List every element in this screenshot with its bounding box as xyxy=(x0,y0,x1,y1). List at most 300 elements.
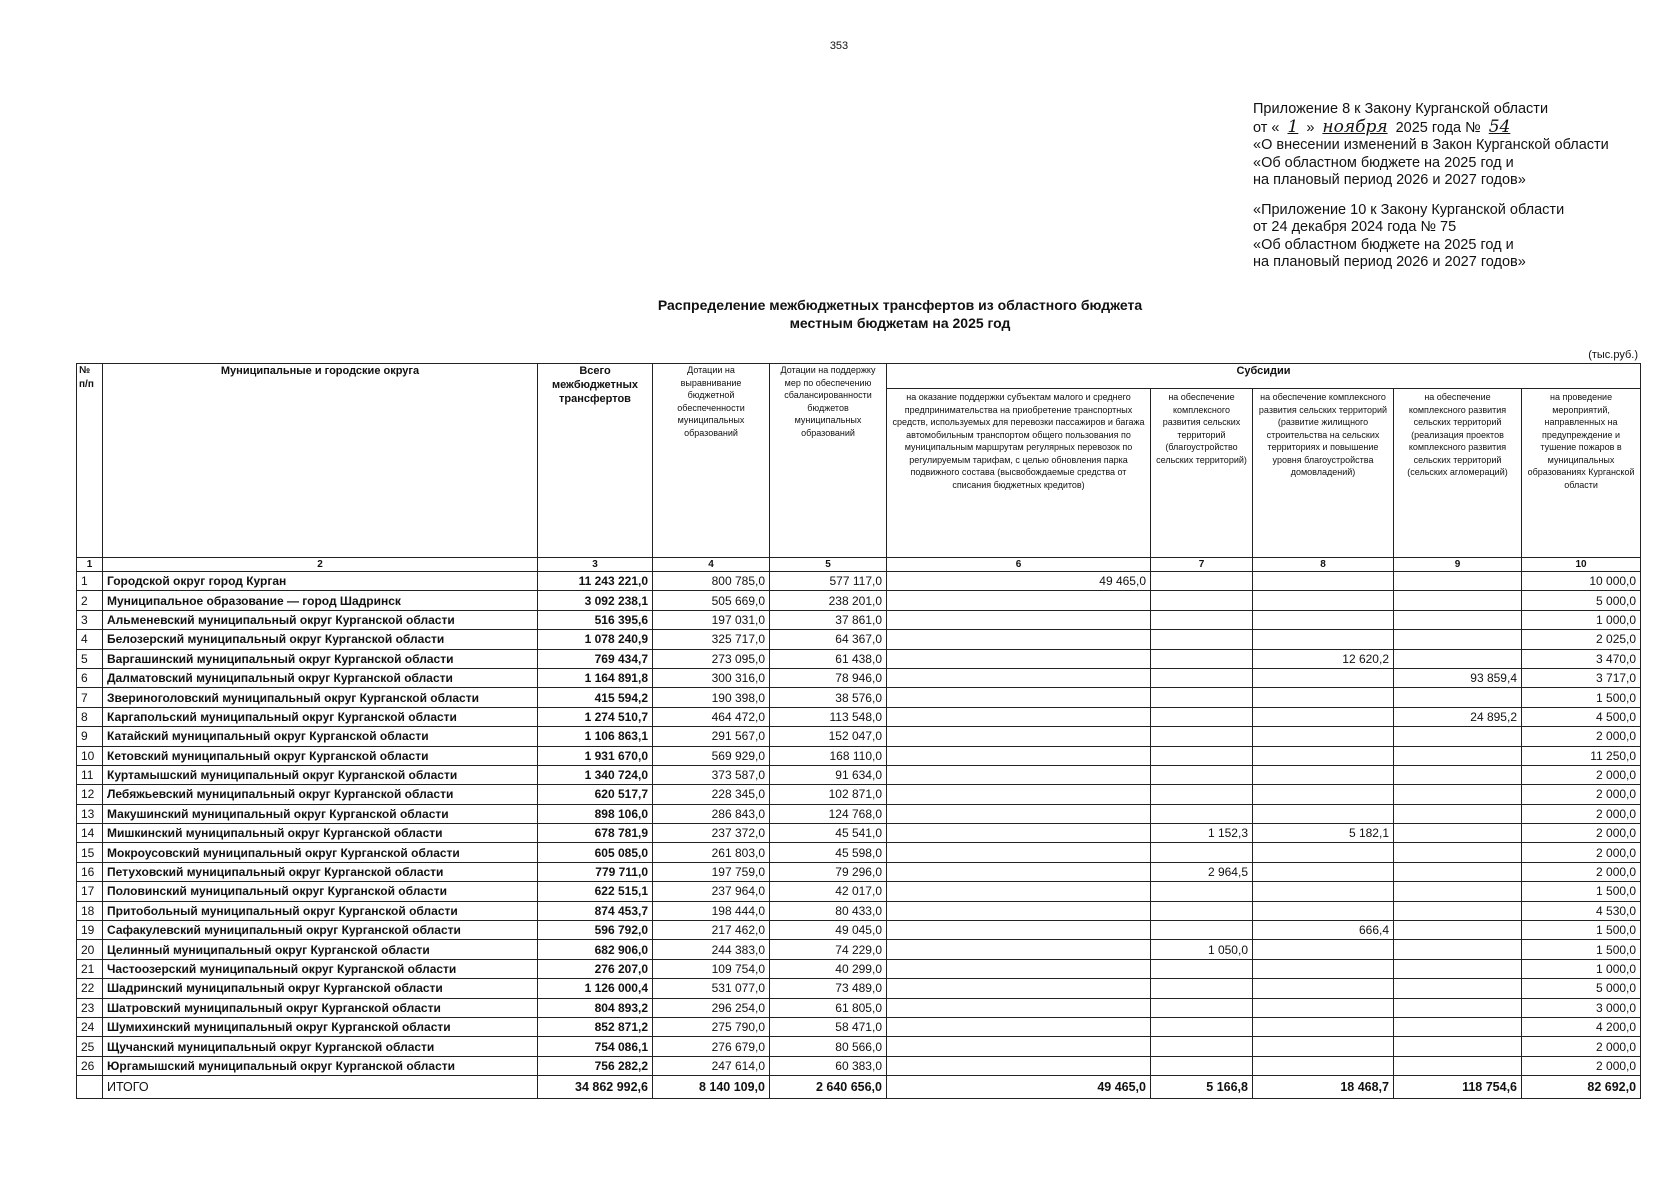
dotation-equalization: 261 803,0 xyxy=(653,843,770,862)
row-number: 9 xyxy=(77,727,103,746)
subsidy-rural-agglomeration xyxy=(1394,998,1522,1017)
municipality-name: Юргамышский муниципальный округ Курганской области xyxy=(103,1056,538,1075)
handwritten-day: 1 xyxy=(1287,116,1299,137)
row-number: 25 xyxy=(77,1037,103,1056)
subsidy-fire-prevention: 3 717,0 xyxy=(1522,668,1641,687)
row-number: 5 xyxy=(77,649,103,668)
municipality-name: Кетовский муниципальный округ Курганской области xyxy=(103,746,538,765)
column-number: 9 xyxy=(1394,558,1522,572)
dotation-equalization: 464 472,0 xyxy=(653,707,770,726)
subsidy-rural-housing xyxy=(1253,630,1394,649)
subsidy-rural-housing xyxy=(1253,979,1394,998)
subsidy-rural-agglomeration xyxy=(1394,688,1522,707)
row-total: 605 085,0 xyxy=(538,843,653,862)
subsidy-rural-agglomeration: 24 895,2 xyxy=(1394,707,1522,726)
subsidy-rural-improvement xyxy=(1151,610,1253,629)
subsidy-rural-improvement xyxy=(1151,649,1253,668)
dotation-equalization: 247 614,0 xyxy=(653,1056,770,1075)
table-row xyxy=(77,804,1641,823)
dotation-equalization: 325 717,0 xyxy=(653,630,770,649)
subsidy-rural-agglomeration xyxy=(1394,862,1522,881)
subsidy-fire-prevention: 2 000,0 xyxy=(1522,765,1641,784)
subsidy-transport xyxy=(887,901,1151,920)
subsidy-fire-prevention: 2 000,0 xyxy=(1522,1056,1641,1075)
row-number: 19 xyxy=(77,921,103,940)
total-col7: 5 166,8 xyxy=(1151,1076,1253,1099)
subsidy-fire-prevention: 5 000,0 xyxy=(1522,591,1641,610)
subsidy-rural-housing xyxy=(1253,862,1394,881)
title-line: местным бюджетам на 2025 год xyxy=(789,315,1011,331)
row-total: 779 711,0 xyxy=(538,862,653,881)
row-number: 17 xyxy=(77,882,103,901)
total-col5: 2 640 656,0 xyxy=(770,1076,887,1099)
table-row xyxy=(77,882,1641,901)
table-row xyxy=(77,921,1641,940)
subsidy-rural-housing xyxy=(1253,959,1394,978)
subsidy-rural-improvement xyxy=(1151,959,1253,978)
appendix-date-prefix: от « xyxy=(1253,119,1280,136)
subsidy-transport xyxy=(887,610,1151,629)
appendix-line: Приложение 8 к Закону Курганской области xyxy=(1253,101,1549,117)
municipality-name: Мишкинский муниципальный округ Курганской области xyxy=(103,824,538,843)
total-col9: 118 754,6 xyxy=(1394,1076,1522,1099)
dotation-equalization: 800 785,0 xyxy=(653,572,770,591)
appendix-date-mid: » xyxy=(1306,119,1315,136)
municipality-name: Целинный муниципальный округ Курганской области xyxy=(103,940,538,959)
handwritten-number: 54 xyxy=(1488,116,1511,137)
subsidy-rural-agglomeration xyxy=(1394,1056,1522,1075)
subsidy-rural-housing: 666,4 xyxy=(1253,921,1394,940)
row-number: 11 xyxy=(77,765,103,784)
column-number: 3 xyxy=(538,558,653,572)
subsidy-transport xyxy=(887,921,1151,940)
row-total: 756 282,2 xyxy=(538,1056,653,1075)
table-row xyxy=(77,630,1641,649)
row-number: 15 xyxy=(77,843,103,862)
dotation-balance: 80 433,0 xyxy=(770,901,887,920)
dotation-equalization: 197 031,0 xyxy=(653,610,770,629)
row-number: 2 xyxy=(77,591,103,610)
municipality-name: Далматовский муниципальный округ Курганской области xyxy=(103,668,538,687)
appendix-line: «Приложение 10 к Закону Курганской области xyxy=(1253,201,1565,218)
subsidy-rural-improvement: 2 964,5 xyxy=(1151,862,1253,881)
row-total: 1 126 000,4 xyxy=(538,979,653,998)
total-row xyxy=(77,1076,1641,1099)
subsidy-transport xyxy=(887,843,1151,862)
municipality-name: Белозерский муниципальный округ Курганской области xyxy=(103,630,538,649)
dotation-equalization: 217 462,0 xyxy=(653,921,770,940)
appendix-line: «Об областном бюджете на 2025 год и xyxy=(1253,236,1514,253)
subsidy-fire-prevention: 1 000,0 xyxy=(1522,610,1641,629)
municipality-name: Шатровский муниципальный округ Курганской области xyxy=(103,998,538,1017)
table-row xyxy=(77,727,1641,746)
subsidy-fire-prevention: 3 000,0 xyxy=(1522,998,1641,1017)
subsidy-fire-prevention: 5 000,0 xyxy=(1522,979,1641,998)
row-total: 1 274 510,7 xyxy=(538,707,653,726)
subsidy-rural-improvement xyxy=(1151,1037,1253,1056)
row-number: 1 xyxy=(77,572,103,591)
subsidy-rural-agglomeration xyxy=(1394,1017,1522,1036)
subsidy-rural-improvement xyxy=(1151,785,1253,804)
header-municipality: Муниципальные и городские округа xyxy=(103,364,538,558)
subsidy-transport xyxy=(887,1037,1151,1056)
subsidy-rural-improvement xyxy=(1151,727,1253,746)
municipality-name: Притобольный муниципальный округ Курганской области xyxy=(103,901,538,920)
row-number: 18 xyxy=(77,901,103,920)
subsidy-rural-agglomeration xyxy=(1394,572,1522,591)
row-total: 620 517,7 xyxy=(538,785,653,804)
subsidy-rural-improvement xyxy=(1151,1017,1253,1036)
subsidy-rural-agglomeration xyxy=(1394,959,1522,978)
row-number: 6 xyxy=(77,668,103,687)
row-number: 22 xyxy=(77,979,103,998)
subsidy-transport xyxy=(887,746,1151,765)
document-title xyxy=(500,296,1300,332)
row-total: 11 243 221,0 xyxy=(538,572,653,591)
subsidy-rural-housing xyxy=(1253,668,1394,687)
dotation-balance: 37 861,0 xyxy=(770,610,887,629)
subsidy-rural-housing xyxy=(1253,610,1394,629)
dotation-balance: 61 805,0 xyxy=(770,998,887,1017)
subsidy-rural-improvement xyxy=(1151,746,1253,765)
row-total: 804 893,2 xyxy=(538,998,653,1017)
subsidy-transport xyxy=(887,824,1151,843)
subsidy-rural-improvement xyxy=(1151,688,1253,707)
municipality-name: Звериноголовский муниципальный округ Курганской области xyxy=(103,688,538,707)
appendix-date-suffix: 2025 года № xyxy=(1395,119,1481,136)
subsidy-rural-agglomeration xyxy=(1394,940,1522,959)
dotation-equalization: 276 679,0 xyxy=(653,1037,770,1056)
subsidy-rural-housing: 12 620,2 xyxy=(1253,649,1394,668)
subsidy-rural-housing xyxy=(1253,746,1394,765)
row-total: 1 931 670,0 xyxy=(538,746,653,765)
municipality-name: Альменевский муниципальный округ Курганской области xyxy=(103,610,538,629)
row-total: 622 515,1 xyxy=(538,882,653,901)
row-number: 26 xyxy=(77,1056,103,1075)
column-number: 4 xyxy=(653,558,770,572)
subsidy-rural-agglomeration xyxy=(1394,727,1522,746)
row-number: 8 xyxy=(77,707,103,726)
subsidy-fire-prevention: 2 025,0 xyxy=(1522,630,1641,649)
title-line: Распределение межбюджетных трансфертов из областного бюджета xyxy=(657,297,1143,313)
table-row xyxy=(77,979,1641,998)
subsidy-rural-improvement xyxy=(1151,979,1253,998)
municipality-name: Щучанский муниципальный округ Курганской области xyxy=(103,1037,538,1056)
dotation-equalization: 373 587,0 xyxy=(653,765,770,784)
header-col4: Дотации на выравнивание бюджетной обеспеченности муниципальных образований xyxy=(653,364,770,558)
dotation-equalization: 244 383,0 xyxy=(653,940,770,959)
subsidy-rural-housing xyxy=(1253,785,1394,804)
row-number: 3 xyxy=(77,610,103,629)
transfers-table xyxy=(76,363,1641,1099)
dotation-equalization: 228 345,0 xyxy=(653,785,770,804)
dotation-balance: 45 541,0 xyxy=(770,824,887,843)
header-col8: на обеспечение комплексного развития сельских территорий (развитие жилищного строительства на сельских территориях и повышение уровня благоустройства домовладений) xyxy=(1253,389,1394,558)
subsidy-rural-agglomeration xyxy=(1394,649,1522,668)
header-num: № п/п xyxy=(77,364,103,558)
subsidy-rural-agglomeration xyxy=(1394,1037,1522,1056)
subsidy-rural-housing xyxy=(1253,901,1394,920)
subsidy-transport xyxy=(887,940,1151,959)
subsidy-rural-improvement xyxy=(1151,668,1253,687)
row-number: 14 xyxy=(77,824,103,843)
column-number: 2 xyxy=(103,558,538,572)
subsidy-fire-prevention: 2 000,0 xyxy=(1522,804,1641,823)
subsidy-rural-improvement xyxy=(1151,901,1253,920)
header-total: Всего межбюджетных трансфертов xyxy=(538,364,653,558)
municipality-name: Каргапольский муниципальный округ Курганской области xyxy=(103,707,538,726)
row-number: 20 xyxy=(77,940,103,959)
row-total: 3 092 238,1 xyxy=(538,591,653,610)
dotation-equalization: 197 759,0 xyxy=(653,862,770,881)
subsidy-rural-improvement xyxy=(1151,572,1253,591)
table-row xyxy=(77,940,1641,959)
table-row xyxy=(77,1017,1641,1036)
municipality-name: Половинский муниципальный округ Курганской области xyxy=(103,882,538,901)
dotation-equalization: 531 077,0 xyxy=(653,979,770,998)
subsidy-rural-agglomeration xyxy=(1394,824,1522,843)
municipality-name: Петуховский муниципальный округ Курганской области xyxy=(103,862,538,881)
row-total: 678 781,9 xyxy=(538,824,653,843)
subsidy-transport xyxy=(887,804,1151,823)
subsidy-rural-housing: 5 182,1 xyxy=(1253,824,1394,843)
municipality-name: Городской округ город Курган xyxy=(103,572,538,591)
table-row xyxy=(77,707,1641,726)
units-label: (тыс.руб.) xyxy=(1588,349,1638,361)
table-row xyxy=(77,901,1641,920)
row-number: 7 xyxy=(77,688,103,707)
subsidy-fire-prevention: 1 500,0 xyxy=(1522,940,1641,959)
subsidy-fire-prevention: 4 200,0 xyxy=(1522,1017,1641,1036)
subsidy-fire-prevention: 1 500,0 xyxy=(1522,921,1641,940)
table-row xyxy=(77,610,1641,629)
subsidy-rural-housing xyxy=(1253,882,1394,901)
municipality-name: Шадринский муниципальный округ Курганской области xyxy=(103,979,538,998)
subsidy-rural-agglomeration xyxy=(1394,610,1522,629)
row-total: 754 086,1 xyxy=(538,1037,653,1056)
subsidy-fire-prevention: 2 000,0 xyxy=(1522,843,1641,862)
table-row xyxy=(77,998,1641,1017)
column-number: 1 xyxy=(77,558,103,572)
subsidy-transport xyxy=(887,979,1151,998)
subsidy-fire-prevention: 1 000,0 xyxy=(1522,959,1641,978)
dotation-balance: 60 383,0 xyxy=(770,1056,887,1075)
municipality-name: Муниципальное образование — город Шадринск xyxy=(103,591,538,610)
dotation-balance: 61 438,0 xyxy=(770,649,887,668)
table-row xyxy=(77,572,1641,591)
dotation-equalization: 237 372,0 xyxy=(653,824,770,843)
dotation-balance: 40 299,0 xyxy=(770,959,887,978)
dotation-equalization: 273 095,0 xyxy=(653,649,770,668)
appendix-header xyxy=(1253,101,1609,272)
municipality-name: Лебяжьевский муниципальный округ Курганской области xyxy=(103,785,538,804)
dotation-balance: 49 045,0 xyxy=(770,921,887,940)
subsidy-rural-improvement: 1 050,0 xyxy=(1151,940,1253,959)
subsidy-rural-housing xyxy=(1253,688,1394,707)
appendix-line: «О внесении изменений в Закон Курганской области xyxy=(1253,137,1609,153)
header-col5: Дотации на поддержку мер по обеспечению сбалансированности бюджетов муниципальных образований xyxy=(770,364,887,558)
table-row xyxy=(77,959,1641,978)
column-number: 8 xyxy=(1253,558,1394,572)
subsidy-transport xyxy=(887,649,1151,668)
subsidy-rural-improvement xyxy=(1151,765,1253,784)
appendix-line: «Об областном бюджете на 2025 год и xyxy=(1253,154,1514,171)
total-col8: 18 468,7 xyxy=(1253,1076,1394,1099)
header-col6: на оказание поддержки субъектам малого и среднего предпринимательства на приобретение транспортных средств, используемых для перевозки пассажиров и багажа автомобильным транспортом общего пользования по муниципальным маршрутам регулярных перевозок по регулируемым тарифам, с целью обновления парка подвижного состава (высвобождаемые средства от списания бюджетных кредитов) xyxy=(887,389,1151,558)
subsidy-transport xyxy=(887,707,1151,726)
table-row xyxy=(77,785,1641,804)
header-col9: на обеспечение комплексного развития сельских территорий (реализация проектов комплексного развития сельских территорий (сельских агломераций) xyxy=(1394,389,1522,558)
dotation-equalization: 569 929,0 xyxy=(653,746,770,765)
row-number: 16 xyxy=(77,862,103,881)
total-all: 34 862 992,6 xyxy=(538,1076,653,1099)
table-row xyxy=(77,746,1641,765)
page-number: 353 xyxy=(829,40,849,52)
subsidy-transport xyxy=(887,668,1151,687)
column-number: 5 xyxy=(770,558,887,572)
subsidy-rural-improvement xyxy=(1151,804,1253,823)
subsidy-rural-housing xyxy=(1253,1017,1394,1036)
total-col4: 8 140 109,0 xyxy=(653,1076,770,1099)
row-total: 1 078 240,9 xyxy=(538,630,653,649)
subsidy-transport xyxy=(887,727,1151,746)
appendix-line: от 24 декабря 2024 года № 75 xyxy=(1253,219,1457,235)
dotation-equalization: 291 567,0 xyxy=(653,727,770,746)
subsidy-rural-agglomeration xyxy=(1394,804,1522,823)
subsidy-rural-improvement xyxy=(1151,630,1253,649)
municipality-name: Макушинский муниципальный округ Курганской области xyxy=(103,804,538,823)
subsidy-rural-improvement xyxy=(1151,921,1253,940)
row-total: 874 453,7 xyxy=(538,901,653,920)
subsidy-transport xyxy=(887,785,1151,804)
table-row xyxy=(77,862,1641,881)
row-number: 24 xyxy=(77,1017,103,1036)
subsidy-transport xyxy=(887,1056,1151,1075)
dotation-balance: 58 471,0 xyxy=(770,1017,887,1036)
column-number: 6 xyxy=(887,558,1151,572)
dotation-equalization: 286 843,0 xyxy=(653,804,770,823)
municipality-name: Куртамышский муниципальный округ Курганской области xyxy=(103,765,538,784)
row-total: 415 594,2 xyxy=(538,688,653,707)
dotation-balance: 64 367,0 xyxy=(770,630,887,649)
subsidy-fire-prevention: 3 470,0 xyxy=(1522,649,1641,668)
dotation-balance: 73 489,0 xyxy=(770,979,887,998)
subsidy-fire-prevention: 2 000,0 xyxy=(1522,824,1641,843)
column-number: 7 xyxy=(1151,558,1253,572)
dotation-equalization: 300 316,0 xyxy=(653,668,770,687)
dotation-equalization: 237 964,0 xyxy=(653,882,770,901)
subsidy-transport xyxy=(887,688,1151,707)
row-total: 1 340 724,0 xyxy=(538,765,653,784)
table-row xyxy=(77,843,1641,862)
subsidy-rural-agglomeration xyxy=(1394,765,1522,784)
dotation-balance: 91 634,0 xyxy=(770,765,887,784)
subsidy-fire-prevention: 11 250,0 xyxy=(1522,746,1641,765)
row-number: 10 xyxy=(77,746,103,765)
table-row xyxy=(77,688,1641,707)
table-row xyxy=(77,649,1641,668)
dotation-balance: 80 566,0 xyxy=(770,1037,887,1056)
subsidy-rural-agglomeration xyxy=(1394,785,1522,804)
subsidy-transport: 49 465,0 xyxy=(887,572,1151,591)
dotation-balance: 79 296,0 xyxy=(770,862,887,881)
total-col10: 82 692,0 xyxy=(1522,1076,1641,1099)
subsidy-rural-housing xyxy=(1253,998,1394,1017)
subsidy-fire-prevention: 2 000,0 xyxy=(1522,1037,1641,1056)
subsidy-fire-prevention: 2 000,0 xyxy=(1522,785,1641,804)
subsidy-rural-housing xyxy=(1253,1056,1394,1075)
subsidy-transport xyxy=(887,959,1151,978)
dotation-balance: 42 017,0 xyxy=(770,882,887,901)
subsidy-rural-improvement xyxy=(1151,591,1253,610)
subsidy-rural-improvement xyxy=(1151,882,1253,901)
row-total: 276 207,0 xyxy=(538,959,653,978)
subsidy-transport xyxy=(887,765,1151,784)
table-row xyxy=(77,591,1641,610)
table-row xyxy=(77,668,1641,687)
row-number: 23 xyxy=(77,998,103,1017)
subsidy-transport xyxy=(887,998,1151,1017)
table-row xyxy=(77,824,1641,843)
subsidy-rural-agglomeration xyxy=(1394,630,1522,649)
municipality-name: Шумихинский муниципальный округ Курганской области xyxy=(103,1017,538,1036)
dotation-balance: 113 548,0 xyxy=(770,707,887,726)
subsidy-rural-housing xyxy=(1253,572,1394,591)
dotation-equalization: 296 254,0 xyxy=(653,998,770,1017)
row-total: 1 164 891,8 xyxy=(538,668,653,687)
subsidy-fire-prevention: 2 000,0 xyxy=(1522,862,1641,881)
header-col10: на проведение мероприятий, направленных на предупреждение и тушение пожаров в муниципальных образованиях Курганской области xyxy=(1522,389,1641,558)
subsidy-transport xyxy=(887,630,1151,649)
subsidy-rural-improvement xyxy=(1151,1056,1253,1075)
column-numbers-row xyxy=(77,558,1641,572)
municipality-name: Катайский муниципальный округ Курганской области xyxy=(103,727,538,746)
dotation-balance: 45 598,0 xyxy=(770,843,887,862)
subsidy-rural-agglomeration xyxy=(1394,882,1522,901)
subsidy-rural-housing xyxy=(1253,843,1394,862)
subsidy-transport xyxy=(887,1017,1151,1036)
subsidy-rural-housing xyxy=(1253,727,1394,746)
row-number: 13 xyxy=(77,804,103,823)
subsidy-fire-prevention: 2 000,0 xyxy=(1522,727,1641,746)
subsidy-fire-prevention: 1 500,0 xyxy=(1522,688,1641,707)
subsidy-transport xyxy=(887,882,1151,901)
municipality-name: Частоозерский муниципальный округ Курганской области xyxy=(103,959,538,978)
subsidy-rural-agglomeration xyxy=(1394,746,1522,765)
subsidy-transport xyxy=(887,591,1151,610)
row-total: 516 395,6 xyxy=(538,610,653,629)
subsidy-rural-housing xyxy=(1253,1037,1394,1056)
subsidy-rural-housing xyxy=(1253,940,1394,959)
total-label: ИТОГО xyxy=(103,1076,538,1099)
municipality-name: Мокроусовский муниципальный округ Курганской области xyxy=(103,843,538,862)
subsidy-transport xyxy=(887,862,1151,881)
appendix-line: на плановый период 2026 и 2027 годов» xyxy=(1253,172,1526,188)
municipality-name: Сафакулевский муниципальный округ Курганской области xyxy=(103,921,538,940)
subsidy-rural-housing xyxy=(1253,765,1394,784)
subsidy-rural-improvement xyxy=(1151,843,1253,862)
appendix-date-line xyxy=(1253,116,1609,138)
table-row xyxy=(77,765,1641,784)
dotation-equalization: 505 669,0 xyxy=(653,591,770,610)
header-col7: на обеспечение комплексного развития сельских территорий (благоустройство сельских территорий) xyxy=(1151,389,1253,558)
subsidy-rural-improvement: 1 152,3 xyxy=(1151,824,1253,843)
handwritten-month: ноября xyxy=(1322,116,1388,137)
dotation-balance: 238 201,0 xyxy=(770,591,887,610)
dotation-balance: 168 110,0 xyxy=(770,746,887,765)
row-total: 682 906,0 xyxy=(538,940,653,959)
row-total: 596 792,0 xyxy=(538,921,653,940)
